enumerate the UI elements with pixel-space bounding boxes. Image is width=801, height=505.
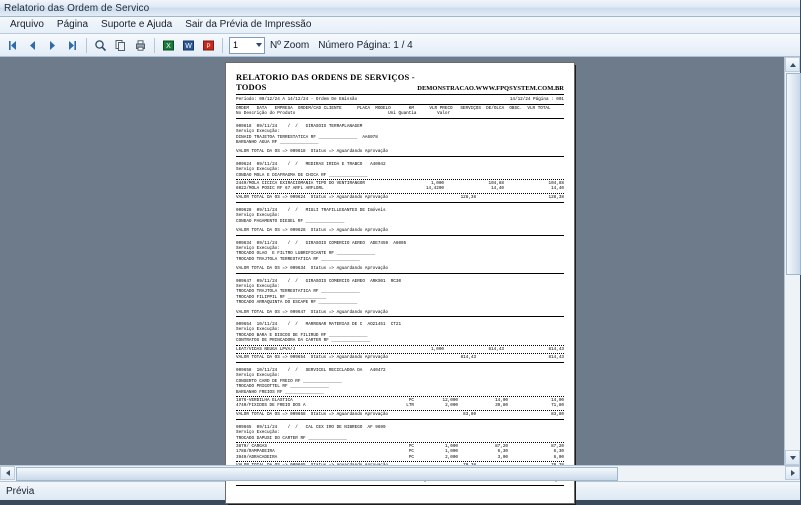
entry-rule — [236, 419, 564, 420]
scroll-right-icon[interactable] — [785, 466, 800, 480]
order-line: TROCADO PRIGOTTEL RF _______________ — [236, 384, 329, 390]
item-desc: 3949/ADRACADEIRA — [236, 454, 278, 460]
item-total: 14,00 — [551, 398, 564, 404]
item-valor: 6,30 — [497, 449, 508, 455]
item-uni: PC — [408, 449, 414, 455]
vertical-scrollbar[interactable] — [784, 57, 800, 465]
toolbar-separator-3 — [222, 38, 223, 53]
order-line: CONDAO PAGAMENTO DIESEL RF _______________ — [236, 218, 345, 224]
toolbar-separator-2 — [154, 38, 155, 53]
order-line: TROCADO BARA E DISCOS DE FILIRUD RF _______________ — [236, 332, 368, 338]
order-total: VALOR TOTAL DA OS => 009618 Status => Aguardando Aprovação — [236, 149, 389, 155]
order-line: TROCADO FILIPPIL RF _______________ — [236, 294, 327, 300]
order-line: BARGANHO FREIOS RF _______________ — [236, 389, 324, 395]
order-total-row — [236, 195, 564, 201]
item-valor: 104,88 — [488, 181, 504, 187]
toolbar — [0, 34, 800, 57]
order-header: 009628 09/11/24 / / MIULI TRAFILLEGANTES DE Imóveis — [236, 207, 386, 213]
item-qtd: 2,000 — [445, 403, 458, 409]
item-desc: 2449/MOLA CICICA EXIRACIOMANIA TIPO DO VENTIRANGOR — [236, 181, 365, 187]
menu-pagina[interactable]: Página — [56, 19, 89, 30]
order-line: Serviço Execução: — [236, 373, 280, 379]
item-uni: PC — [408, 444, 414, 450]
item-uni: LTR — [406, 403, 414, 409]
scroll-up-icon[interactable] — [785, 57, 800, 72]
order-total: VALOR TOTAL DA OS => 009624 Status => Aguardando Aprovação — [236, 194, 389, 200]
item-desc: LEAT/VIDAS NEUGA LPVA/J — [236, 346, 296, 352]
order-line: Serviço Execução: — [236, 167, 280, 173]
order-header: 009647 09/11/24 / / GIRASOIS COMERCIO AEREO ARKS01 RC30 — [236, 278, 402, 284]
order-line: TROCADO TRAJTOLA TERRESTATICA RF _______________ — [236, 289, 360, 295]
item-dotline — [236, 396, 564, 397]
order-line: Serviço Execução: — [236, 245, 280, 251]
svg-text:P: P — [206, 43, 211, 50]
window-title: Relatorio das Ordem de Servico — [4, 2, 150, 14]
item-valor: 14,00 — [495, 398, 508, 404]
page-number-label: Número Página: 1 / 4 — [318, 39, 413, 51]
entry-rule — [236, 202, 564, 203]
header-rule — [236, 94, 564, 95]
order-header: 009654 10/11/24 / / MARRGNAR MATERIAS DE C AO21451 CT21 — [236, 321, 402, 327]
item-total: 6,00 — [553, 454, 564, 460]
order-total: VALOR TOTAL DA OS => 009634 Status => Aguardando Aprovação — [236, 266, 389, 272]
item-uni: PC — [408, 398, 414, 404]
item-desc: 6022/MOLA POSIC RF 67 ARFL ARFLORL — [236, 186, 324, 192]
order-line: TROCADO DAPUSI DO CARTER RF _______________ — [236, 435, 347, 441]
order-total: VALOR TOTAL DA OS => 009647 Status => Aguardando Aprovação — [236, 309, 389, 315]
order-header: 009624 09/11/24 / / MEDIRAS IRIDA E TRABCO A40042 — [236, 161, 386, 167]
order-line: Serviço Execução: — [236, 283, 280, 289]
chevron-down-icon[interactable] — [256, 43, 262, 47]
order-total-value-2: 814,43 — [548, 355, 564, 360]
item-qtd: 1,000 — [445, 444, 458, 450]
item-desc: 1788/RAMPADEIRA — [236, 449, 275, 455]
item-valor: 14,40 — [491, 186, 504, 192]
report-header — [236, 72, 564, 92]
print-icon[interactable] — [131, 36, 150, 55]
order-item-row — [236, 455, 564, 460]
order-line: BARGANHO AGUA RF _______________ — [236, 140, 319, 146]
scroll-down-icon[interactable] — [785, 450, 800, 465]
order-header: 009665 09/11/24 / / CAL CEX IRO DE NIBREGO AF 9699 — [236, 424, 386, 430]
order-total-value: 814,43 — [460, 355, 477, 360]
item-total: 6,30 — [553, 449, 564, 455]
grand-total-rule — [236, 485, 564, 486]
item-dotline — [236, 410, 564, 411]
item-dotline — [236, 179, 564, 180]
item-total: 814,43 — [548, 346, 564, 352]
item-dotline — [236, 353, 564, 354]
columns-rule — [236, 118, 564, 119]
item-total: 14,40 — [551, 186, 564, 192]
order-line: Serviço Execução: — [236, 213, 280, 219]
order-line: CONSERTO CARD DE FREIO RF _______________ — [236, 378, 342, 384]
item-total: 87,20 — [551, 444, 564, 450]
order-line: DINAID TRAJETOA TERRESTATICA RF _______________ AA6078 — [236, 134, 378, 140]
column-header-line-1: ORDEM DATA EMPRESA ORDEM/CAD CLIENTE PLACA MODELO KM VLR PRECO SERVIÇOS DE/OLCA OBSC. VLR TOTAL — [236, 106, 551, 111]
order-total-value-2: 128,38 — [548, 194, 564, 200]
item-dotline — [236, 442, 564, 443]
item-dotline — [236, 461, 564, 462]
order-line: TROCADO ARRAQUINTA DO ESCAPE RF _______________ — [236, 300, 358, 306]
copy-icon[interactable] — [111, 36, 130, 55]
order-line: Serviço Execução: — [236, 430, 280, 436]
horizontal-scrollbar[interactable] — [0, 465, 800, 481]
item-dotline — [236, 345, 564, 346]
menubar — [0, 17, 800, 34]
order-header: 009618 09/11/24 / / GIRASOIS TERRAPLANAGEM — [236, 123, 363, 129]
export-word-icon[interactable] — [179, 36, 198, 55]
status-text: Prévia — [6, 485, 35, 497]
item-total: 71,80 — [551, 403, 564, 409]
menu-sair-da-previa-de-impressao[interactable]: Sair da Prévia de Impressão — [185, 19, 312, 30]
item-qtd: 12,000 — [442, 398, 458, 404]
item-dotline — [236, 193, 564, 194]
column-header-line-2: No Descrição do Produto Uni Quantia Valor — [236, 111, 451, 117]
item-valor: 3,00 — [497, 454, 508, 460]
entry-rule — [236, 273, 564, 274]
export-pdf-icon[interactable] — [199, 36, 218, 55]
item-total: 104,88 — [548, 181, 564, 187]
svg-text:W: W — [185, 42, 192, 50]
order-total-row — [236, 355, 564, 361]
item-desc: 4740/FIXIDOS DE FREIO DOS A — [236, 403, 306, 409]
item-uni: PC — [408, 454, 414, 460]
order-total: VALOR TOTAL DA OS => 009654 Status => Aguardando Aprovação — [236, 355, 389, 360]
zoom-value: 1 — [233, 40, 239, 50]
entry-rule — [236, 316, 564, 317]
scroll-left-icon[interactable] — [0, 466, 15, 480]
order-total-row — [236, 412, 564, 418]
zoom-label: Nº Zoom — [270, 39, 310, 51]
item-valor: 87,20 — [495, 444, 508, 450]
report-title: RELATORIO DAS ORDENS DE SERVIÇOS - TODOS — [236, 72, 415, 92]
order-line: Serviço Execução: — [236, 129, 280, 135]
entry-rule — [236, 156, 564, 157]
period-rule — [236, 104, 564, 105]
item-desc: 1876-VERDILHA ELASTICA — [236, 398, 293, 404]
zoom-icon[interactable] — [91, 36, 110, 55]
vertical-scroll-thumb[interactable] — [786, 73, 801, 275]
order-line: CONTRATOS DE PRINCADORA DA CARTER RF _______________ — [236, 338, 371, 344]
item-qtd: 1,000 — [445, 449, 458, 455]
last-page-icon[interactable] — [63, 36, 82, 55]
order-total: VALOR TOTAL DA OS => 009658 Status => Aguardando Aprovação — [236, 411, 389, 417]
entry-rule — [236, 362, 564, 363]
order-line: Serviço Execução: — [236, 327, 280, 333]
order-header: 009658 10/11/24 / / SERVICEL RECICLADOA DA A40472 — [236, 368, 386, 373]
report-date-page: 14/12/24 Página : 001 — [509, 97, 564, 102]
item-uni: 1,000 — [431, 181, 444, 187]
order-total-value-2: 83,80 — [551, 411, 564, 417]
order-total: VALOR TOTAL DA OS => 009628 Status => Aguardando Aprovação — [236, 228, 389, 234]
next-page-icon[interactable] — [43, 36, 62, 55]
horizontal-scroll-thumb[interactable] — [16, 467, 618, 481]
export-excel-icon[interactable] — [159, 36, 178, 55]
order-header: 009634 09/11/24 / / GIRASOIS COMERCIO AEREO ADE7459 A6005 — [236, 240, 407, 246]
report-period-row — [236, 97, 564, 103]
menu-suporte-e-ajuda[interactable]: Suporte e Ajuda — [101, 19, 173, 30]
report-site: DEMONSTRACAO.WWW.FPQSYSTEM.COM.BR — [417, 85, 564, 92]
item-valor: 814,43 — [488, 346, 504, 352]
order-item-row — [236, 403, 564, 408]
window-titlebar — [0, 0, 800, 17]
item-valor: 39,80 — [495, 403, 508, 409]
zoom-select[interactable] — [229, 37, 265, 54]
order-item-row — [236, 186, 564, 191]
order-total-value: 83,80 — [463, 411, 477, 417]
svg-text:X: X — [166, 42, 171, 50]
toolbar-separator-1 — [86, 38, 87, 53]
report-period: Período: 09/12/24 A 14/12/24 - Ordem De Emissão — [236, 97, 358, 102]
menu-arquivo[interactable]: Arquivo — [10, 19, 44, 30]
order-line: CONDAO MOLA E DIAFRAGMA DE CHICA RF _______________ — [236, 172, 368, 178]
order-line: TROCADO OLAO E FILTRO LUBRIFICANTE RF _______________ — [236, 251, 376, 257]
previous-page-icon[interactable] — [23, 36, 42, 55]
order-item-row — [236, 347, 564, 352]
item-uni: 14,4200 — [425, 186, 444, 192]
item-desc: 3879/ CARGAS — [236, 444, 267, 450]
first-page-icon[interactable] — [3, 36, 22, 55]
item-uni: 1,000 — [431, 346, 444, 352]
preview-workarea[interactable] — [0, 57, 800, 465]
item-qtd: 2,000 — [445, 454, 458, 460]
order-total-value: 128,38 — [460, 194, 477, 200]
order-line: TROCADO TRAJTOLA TERRESTATICA RF _______________ — [236, 256, 360, 262]
report-page — [225, 62, 575, 504]
entry-rule — [236, 235, 564, 236]
